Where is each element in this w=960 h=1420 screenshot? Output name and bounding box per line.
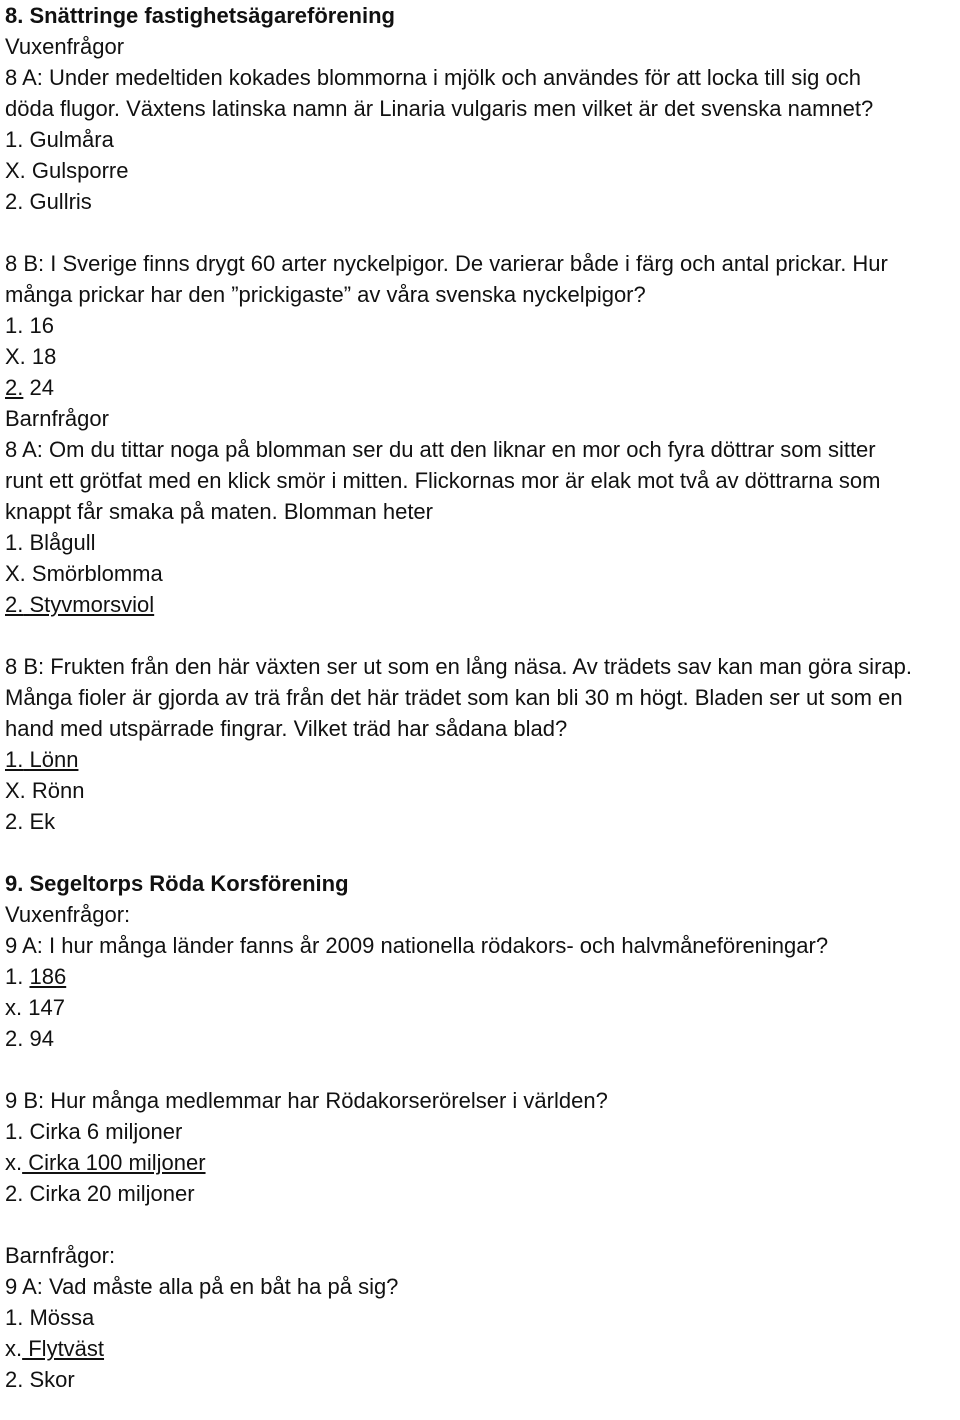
option-value: Styvmorsviol: [29, 592, 155, 617]
answer-option-correct: [5, 1147, 955, 1178]
option-value: 24: [29, 375, 54, 400]
question-text: hand med utspärrade fingrar. Vilket träd har sådana blad?: [5, 716, 568, 741]
answer-option: 2. Skor: [5, 1367, 75, 1392]
spacer: [5, 837, 955, 868]
option-prefix: x.: [5, 1336, 23, 1361]
answer-option-correct: [5, 372, 955, 403]
option-prefix: 2.: [5, 592, 24, 617]
question-text: 8 A: Under medeltiden kokades blommorna i mjölk och användes för att locka till sig och: [5, 65, 861, 90]
option-value: 186: [29, 964, 67, 989]
answer-option-correct: [5, 744, 955, 775]
option-prefix: 1.: [5, 747, 24, 772]
answer-option: 1. Cirka 6 miljoner: [5, 1119, 183, 1144]
adult-questions-heading: Vuxenfrågor:: [5, 902, 131, 927]
answer-option: 1. Blågull: [5, 530, 96, 555]
answer-option-correct: [5, 589, 955, 620]
question-text: många prickar har den ”prickigaste” av våra svenska nyckelpigor?: [5, 282, 646, 307]
section-name: Segeltorps Röda Korsförening: [29, 871, 349, 896]
question-text: 9 A: Vad måste alla på en båt ha på sig?: [5, 1274, 399, 1299]
answer-option: X. Rönn: [5, 778, 85, 803]
answer-option: X. 18: [5, 344, 57, 369]
answer-option: 1. Gulmåra: [5, 127, 114, 152]
question-text: runt ett grötfat med en klick smör i mitten. Flickornas mor är elak mot två av döttrarna som: [5, 468, 881, 493]
question-text: 8 A: Om du tittar noga på blomman ser du att den liknar en mor och fyra döttrar som sitter: [5, 437, 876, 462]
question-text: 8 B: I Sverige finns drygt 60 arter nyckelpigor. De varierar både i färg och antal prickar. Hur: [5, 251, 888, 276]
answer-option: 1. 16: [5, 313, 54, 338]
option-value: Flytväst: [22, 1336, 105, 1361]
answer-option: 2. Gullris: [5, 189, 92, 214]
answer-option: x. 147: [5, 995, 65, 1020]
section-number: 9.: [5, 871, 24, 896]
spacer: [5, 1209, 955, 1240]
document: [5, 0, 955, 1395]
child-questions-heading: Barnfrågor:: [5, 1243, 116, 1268]
question-text: knappt får smaka på maten. Blomman heter: [5, 499, 433, 524]
question-text: 9 A: I hur många länder fanns år 2009 nationella rödakors- och halvmåneföreningar?: [5, 933, 829, 958]
answer-option: 2. 94: [5, 1026, 54, 1051]
answer-option: 2. Cirka 20 miljoner: [5, 1181, 195, 1206]
answer-option-correct: [5, 961, 955, 992]
spacer: [5, 620, 955, 651]
section-9-title: [5, 868, 955, 899]
child-questions-heading: Barnfrågor: [5, 406, 109, 431]
section-number: 8.: [5, 3, 24, 28]
answer-option: X. Smörblomma: [5, 561, 163, 586]
question-text: Många fioler är gjorda av trä från det här trädet som kan bli 30 m högt. Bladen ser ut som en: [5, 685, 903, 710]
option-prefix: 1.: [5, 964, 24, 989]
adult-questions-heading: Vuxenfrågor: [5, 34, 125, 59]
option-value: Lönn: [29, 747, 79, 772]
section-name: Snättringe fastighetsägareförening: [29, 3, 395, 28]
option-prefix: 2.: [5, 375, 24, 400]
question-text: 9 B: Hur många medlemmar har Rödakorserörelser i världen?: [5, 1088, 608, 1113]
answer-option: X. Gulsporre: [5, 158, 129, 183]
section-8-title: [5, 0, 955, 31]
spacer: [5, 217, 955, 248]
answer-option-correct: [5, 1333, 955, 1364]
option-value: Cirka 100 miljoner: [22, 1150, 206, 1175]
spacer: [5, 1054, 955, 1085]
answer-option: 2. Ek: [5, 809, 56, 834]
question-text: 8 B: Frukten från den här växten ser ut som en lång näsa. Av trädets sav kan man göra sirap.: [5, 654, 912, 679]
option-prefix: x.: [5, 1150, 23, 1175]
question-text: döda flugor. Växtens latinska namn är Linaria vulgaris men vilket är det svenska namnet?: [5, 96, 874, 121]
answer-option: 1. Mössa: [5, 1305, 95, 1330]
